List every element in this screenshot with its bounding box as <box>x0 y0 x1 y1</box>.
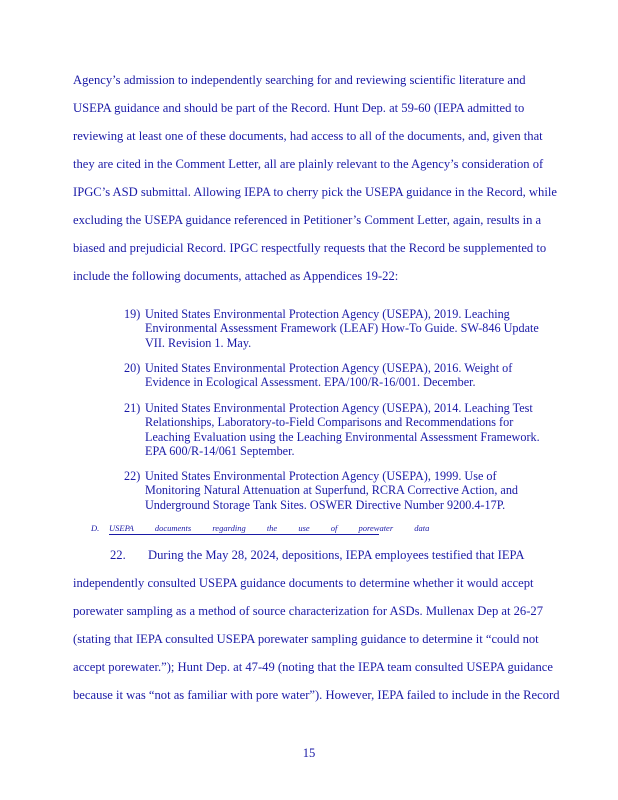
list-item-text: United States Environmental Protection Agency (USEPA), 2014. Leaching Test <box>145 401 533 415</box>
text-line: because it was “not as familiar with pore water”). However, IEPA failed to include in the Record <box>73 688 560 702</box>
list-item-text: United States Environmental Protection Agency (USEPA), 2016. Weight of <box>145 361 513 375</box>
list-item-number: 21) <box>124 401 141 415</box>
list-item-text: Evidence in Ecological Assessment. EPA/100/R-16/001. December. <box>145 375 476 390</box>
list-item-text: Relationships, Laboratory-to-Field Comparisons and Recommendations for <box>145 415 514 430</box>
text-line: they are cited in the Comment Letter, all are plainly relevant to the Agency’s consideration of <box>73 157 544 171</box>
text-line: accept porewater.”); Hunt Dep. at 47-49 (noting that the IEPA team consulted USEPA guidance <box>73 660 553 674</box>
list-item-number: 22) <box>124 469 141 483</box>
list-item-number: 19) <box>124 307 141 321</box>
text-line: USEPA guidance and should be part of the Record. Hunt Dep. at 59-60 (IEPA admitted to <box>73 101 525 115</box>
list-item-text: United States Environmental Protection Agency (USEPA), 2019. Leaching <box>145 307 510 321</box>
list-item-number: 20) <box>124 361 141 375</box>
text-line: IPGC’s ASD submittal. Allowing IEPA to cherry pick the USEPA guidance in the Record, while <box>73 185 557 199</box>
list-item <box>124 361 512 390</box>
paragraph-number: 22. <box>110 548 126 562</box>
text-line: biased and prejudicial Record. IPGC respectfully requests that the Record be supplemented to <box>73 241 547 255</box>
text-line: Agency’s admission to independently searching for and reviewing scientific literature and <box>73 73 526 87</box>
list-item-text: Monitoring Natural Attenuation at Superfund, RCRA Corrective Action, and <box>145 483 519 498</box>
list-item <box>124 469 518 512</box>
list-item-text: EPA 600/R-14/061 September. <box>145 443 295 458</box>
list-item <box>124 307 539 350</box>
text-line: porewater sampling as a method of source characterization for ASDs. Mullenax Dep at 26-27 <box>73 604 544 618</box>
text-line <box>110 547 525 563</box>
list-item-text: Environmental Assessment Framework (LEAF) How-To Guide. SW-846 Update <box>145 321 539 336</box>
list-item-text: VII. Revision 1. May. <box>145 335 252 350</box>
section-heading <box>91 523 430 535</box>
paragraph-first-line: During the May 28, 2024, depositions, IEPA employees testified that IEPA <box>148 548 525 562</box>
text-line: (stating that IEPA consulted USEPA porewater sampling guidance to determine it “could not <box>73 632 539 646</box>
section-letter: D. <box>91 523 100 533</box>
list-item-text: Leaching Evaluation using the Leaching Environmental Assessment Framework. <box>145 429 540 444</box>
page-number: 15 <box>302 746 316 760</box>
list-item <box>124 401 540 458</box>
text-line: include the following documents, attached as Appendices 19-22: <box>73 269 399 283</box>
list-item-text: United States Environmental Protection Agency (USEPA), 1999. Use of <box>145 469 497 483</box>
text-line: independently consulted USEPA guidance documents to determine whether it would accept <box>73 576 534 590</box>
text-line: excluding the USEPA guidance referenced in Petitioner’s Comment Letter, again, results in a <box>73 213 542 227</box>
section-title: USEPA documents regarding the use of porewater data <box>109 523 430 533</box>
list-item-text: Underground Storage Tank Sites. OSWER Directive Number 9200.4-17P. <box>145 497 506 512</box>
text-line: reviewing at least one of these documents, had access to all of the documents, and, given that <box>73 129 543 143</box>
